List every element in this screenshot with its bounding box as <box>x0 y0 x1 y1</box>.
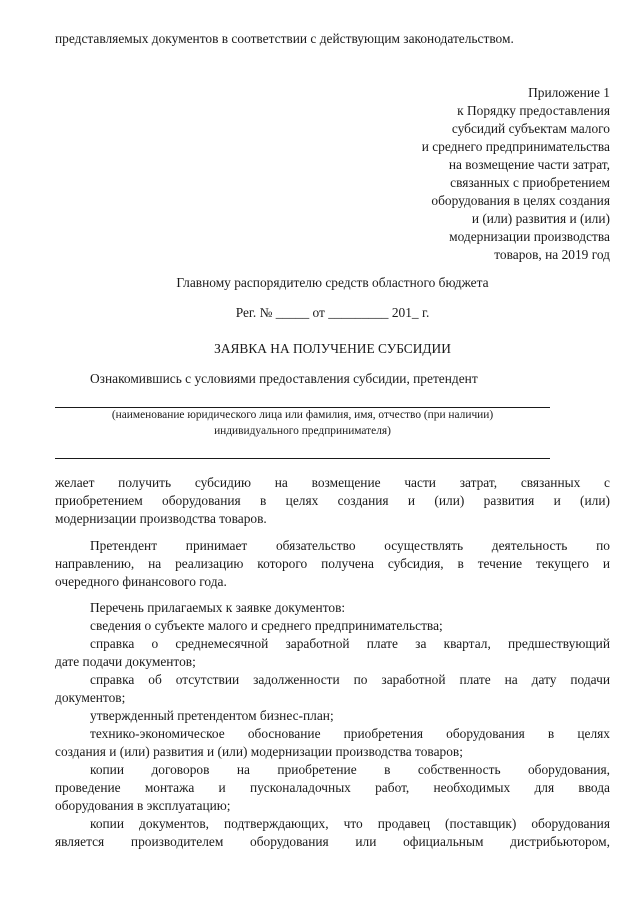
paragraph-line: Претендент принимает обязательство осуществлять деятельность по <box>90 538 610 553</box>
appendix-line: и (или) развития и (или) <box>471 211 610 226</box>
applicant-name-field-2 <box>55 458 550 459</box>
list-item-continuation: является производителем оборудования или официальным дистрибьютором, <box>55 834 610 849</box>
paragraph-line: желает получить субсидию на возмещение части затрат, связанных с <box>55 475 610 490</box>
paragraph-line: очередного финансового года. <box>55 574 227 589</box>
appendix-line: модернизации производства <box>449 229 610 244</box>
appendix-line: на возмещение части затрат, <box>448 157 610 172</box>
appendix-line: к Порядку предоставления <box>457 103 610 118</box>
list-item-continuation: создания и (или) развития и (или) модернизации производства товаров; <box>55 744 463 759</box>
list-item: копии договоров на приобретение в собственность оборудования, <box>90 762 610 777</box>
documents-heading: Перечень прилагаемых к заявке документов: <box>90 600 346 615</box>
paragraph-line: направлению, на реализацию которого получена субсидия, в течение текущего и <box>55 556 610 571</box>
list-item-continuation: документов; <box>55 690 126 705</box>
appendix-line: Приложение 1 <box>528 85 610 100</box>
applicant-caption: индивидуального предпринимателя) <box>214 425 391 437</box>
list-item: технико-экономическое обоснование приобретения оборудования в целях <box>90 726 610 741</box>
appendix-line: оборудования в целях создания <box>431 193 610 208</box>
list-item: копии документов, подтверждающих, что продавец (поставщик) оборудования <box>90 816 610 831</box>
list-item-continuation: дате подачи документов; <box>55 654 196 669</box>
appendix-line: и среднего предпринимательства <box>421 139 610 154</box>
appendix-line: товаров, на 2019 год <box>494 247 610 262</box>
list-item: справка об отсутствии задолженности по заработной плате на дату подачи <box>90 672 610 687</box>
list-item: справка о среднемесячной заработной плате за квартал, предшествующий <box>90 636 610 651</box>
addressee: Главному распорядителю средств областного бюджета <box>176 275 489 290</box>
page-title: ЗАЯВКА НА ПОЛУЧЕНИЕ СУБСИДИИ <box>214 341 451 356</box>
appendix-line: связанных с приобретением <box>450 175 610 190</box>
list-item: утвержденный претендентом бизнес-план; <box>90 708 334 723</box>
applicant-intro: Ознакомившись с условиями предоставления субсидии, претендент <box>90 371 478 386</box>
appendix-line: субсидий субъектам малого <box>451 121 610 136</box>
list-item-continuation: оборудования в эксплуатацию; <box>55 798 231 813</box>
registration-line: Рег. № _____ от _________ 201_ г. <box>235 305 430 320</box>
intro-line: представляемых документов в соответствии с действующим законодательством. <box>55 31 514 46</box>
paragraph-line: приобретением оборудования в целях создания и (или) развития и (или) <box>55 493 610 508</box>
list-item: сведения о субъекте малого и среднего предпринимательства; <box>90 618 443 633</box>
list-item-continuation: проведение монтажа и пусконаладочных работ, необходимых для ввода <box>55 780 610 795</box>
applicant-caption: (наименование юридического лица или фамилия, имя, отчество (при наличии) <box>111 409 494 421</box>
paragraph-line: модернизации производства товаров. <box>55 511 267 526</box>
